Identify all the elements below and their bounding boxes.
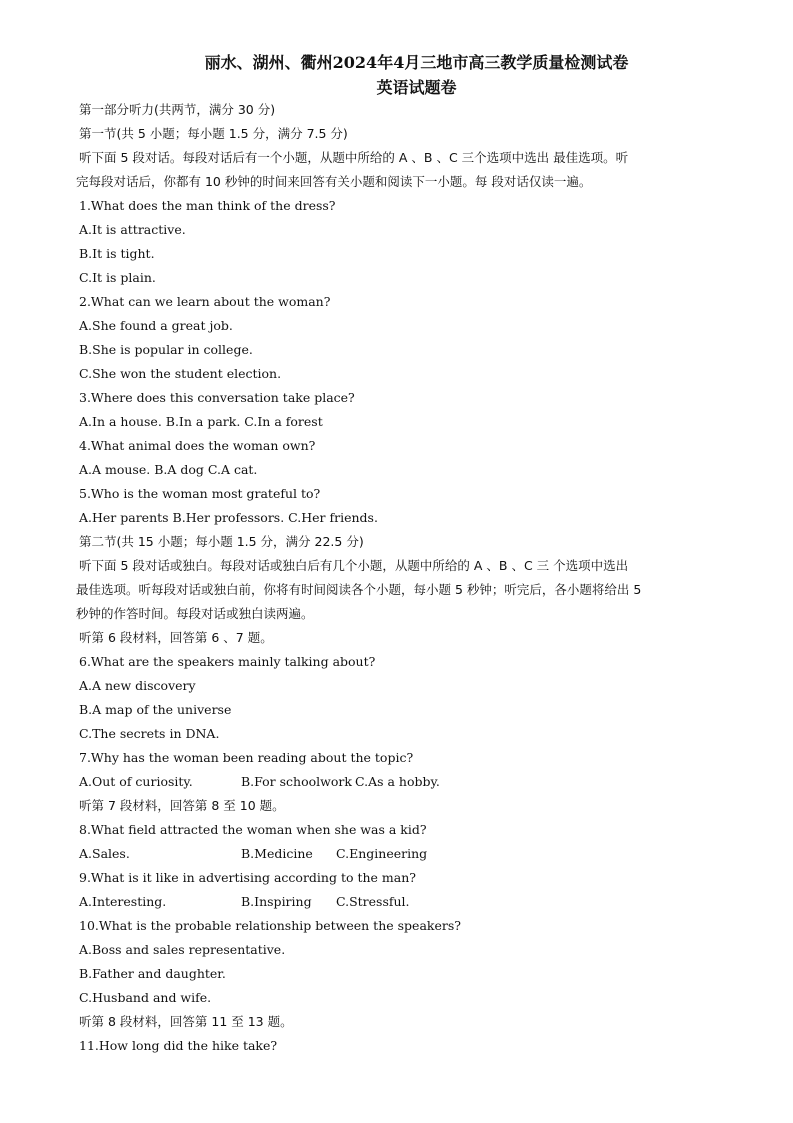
section1-instruction-line2: 完每段对话后，你都有 10 秒钟的时间来回答有关小题和阅读下一小题。每 段对话仅读一遍。 bbox=[76, 174, 592, 189]
question-6-option-b: B.A map of the universe bbox=[79, 702, 232, 717]
question-1-option-c: C.It is plain. bbox=[79, 270, 156, 285]
question-10: 10.What is the probable relationship between the speakers? bbox=[79, 918, 461, 933]
question-9-option-c: C.Stressful. bbox=[336, 894, 410, 909]
section1-instruction-line1: 听下面 5 段对话。每段对话后有一个小题，从题中所给的 A 、B 、C 三个选项中选出 最佳选项。听 bbox=[79, 150, 629, 165]
question-7-option-c: C.As a hobby. bbox=[355, 774, 440, 789]
question-6-option-a: A.A new discovery bbox=[79, 678, 196, 693]
material-8-heading: 听第 8 段材料，回答第 11 至 13 题。 bbox=[79, 1014, 293, 1029]
question-2-option-c: C.She won the student election. bbox=[79, 366, 282, 381]
material-7-heading: 听第 7 段材料，回答第 8 至 10 题。 bbox=[79, 798, 285, 813]
section2-instruction-line2: 最佳选项。听每段对话或独白前，你将有时间阅读各个小题，每小题 5 秒钟；听完后，各小题将给出 5 bbox=[76, 582, 642, 597]
exam-title: 丽水、湖州、衢州2024年4月三地市高三教学质量检测试卷 bbox=[204, 53, 629, 72]
question-1: 1.What does the man think of the dress? bbox=[79, 198, 336, 213]
question-6-option-c: C.The secrets in DNA. bbox=[79, 726, 220, 741]
question-4-options: A.A mouse. B.A dog C.A cat. bbox=[79, 462, 258, 477]
question-3-options: A.In a house. B.In a park. C.In a forest bbox=[79, 414, 323, 429]
question-11: 11.How long did the hike take? bbox=[79, 1038, 278, 1053]
question-9: 9.What is it like in advertising according to the man? bbox=[79, 870, 416, 885]
question-6: 6.What are the speakers mainly talking about? bbox=[79, 654, 376, 669]
question-9-option-b: B.Inspiring bbox=[241, 894, 312, 909]
question-2-option-a: A.She found a great job. bbox=[79, 318, 233, 333]
question-7-option-a: A.Out of curiosity. bbox=[79, 774, 193, 789]
question-5-options: A.Her parents B.Her professors. C.Her friends. bbox=[79, 510, 378, 525]
question-2: 2.What can we learn about the woman? bbox=[79, 294, 331, 309]
question-9-option-a: A.Interesting. bbox=[79, 894, 167, 909]
question-7-option-b: B.For schoolwork bbox=[241, 774, 352, 789]
question-7: 7.Why has the woman been reading about the topic? bbox=[79, 750, 414, 765]
exam-subtitle: 英语试题卷 bbox=[376, 78, 457, 97]
question-10-option-c: C.Husband and wife. bbox=[79, 990, 212, 1005]
question-10-option-b: B.Father and daughter. bbox=[79, 966, 226, 981]
section1-heading: 第一节(共 5 小题；每小题 1.5 分，满分 7.5 分) bbox=[79, 126, 348, 141]
question-1-option-a: A.It is attractive. bbox=[79, 222, 186, 237]
part-heading: 第一部分听力(共两节，满分 30 分) bbox=[79, 102, 276, 117]
material-6-heading: 听第 6 段材料，回答第 6 、7 题。 bbox=[79, 630, 273, 645]
question-8: 8.What field attracted the woman when she was a kid? bbox=[79, 822, 427, 837]
section2-instruction-line1: 听下面 5 段对话或独白。每段对话或独白后有几个小题，从题中所给的 A 、B 、C 三 个选项中选出 bbox=[79, 558, 629, 573]
question-4: 4.What animal does the woman own? bbox=[79, 438, 316, 453]
question-5: 5.Who is the woman most grateful to? bbox=[79, 486, 321, 501]
question-8-option-a: A.Sales. bbox=[79, 846, 130, 861]
question-1-option-b: B.It is tight. bbox=[79, 246, 155, 261]
section2-instruction-line3: 秒钟的作答时间。每段对话或独白读两遍。 bbox=[76, 606, 314, 621]
question-10-option-a: A.Boss and sales representative. bbox=[79, 942, 286, 957]
question-3: 3.Where does this conversation take place? bbox=[79, 390, 355, 405]
section2-heading: 第二节(共 15 小题；每小题 1.5 分，满分 22.5 分) bbox=[79, 534, 364, 549]
question-8-option-b: B.Medicine bbox=[241, 846, 313, 861]
question-2-option-b: B.She is popular in college. bbox=[79, 342, 253, 357]
question-8-option-c: C.Engineering bbox=[336, 846, 428, 861]
